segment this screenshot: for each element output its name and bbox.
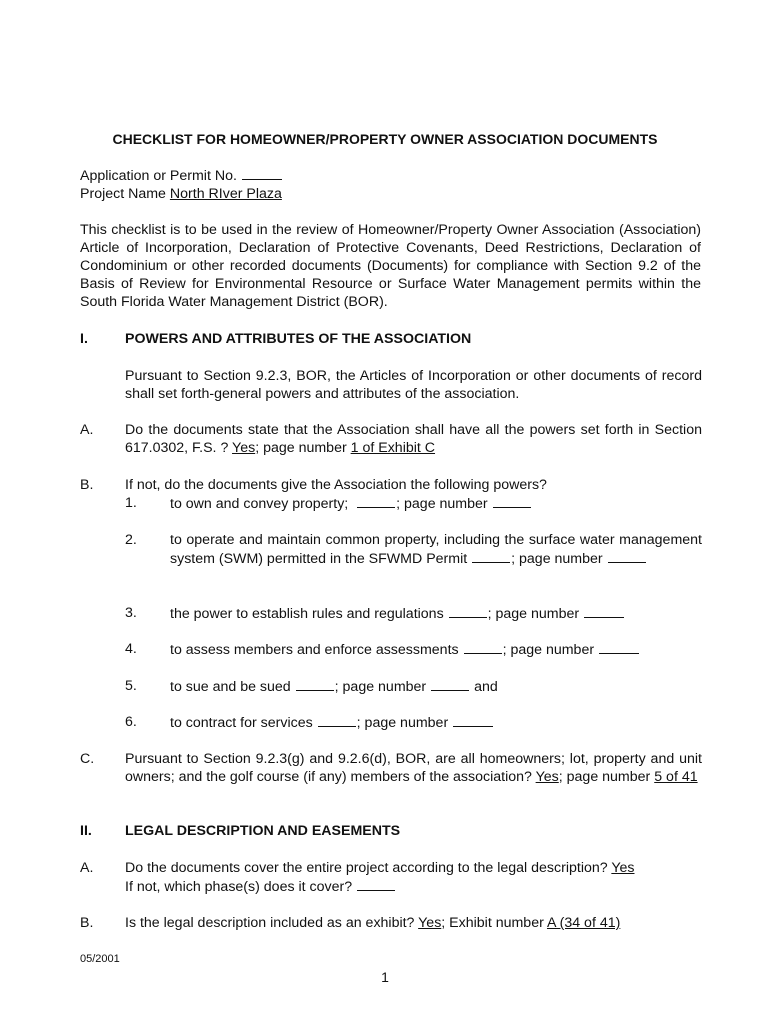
- project-label: Project Name: [80, 186, 166, 202]
- item-2a-phase-blank[interactable]: [357, 877, 395, 891]
- project-name-value: North RIver Plaza: [169, 186, 282, 202]
- power-4-label: to assess members and enforce assessments: [170, 642, 459, 658]
- power-3-text: [170, 604, 702, 623]
- item-2b-text: [125, 914, 702, 932]
- power-3-answer-blank[interactable]: [449, 604, 487, 618]
- section-2-number: II.: [80, 823, 92, 839]
- item-1a-text: [125, 421, 702, 457]
- power-1-page-blank[interactable]: [493, 494, 531, 508]
- power-6-page-blank[interactable]: [453, 713, 493, 727]
- power-4-text: [170, 640, 702, 659]
- item-1b-letter: B.: [80, 477, 94, 493]
- project-line: [80, 185, 282, 203]
- power-5-trail: and: [474, 679, 498, 695]
- item-1c-text: [125, 750, 702, 786]
- power-2-number: 2.: [125, 532, 137, 548]
- application-label: Application or Permit No.: [80, 168, 237, 184]
- item-2b-exhibit-value: A (34 of 41): [546, 915, 621, 931]
- item-1a-question: Do the documents state that the Association shall have all the powers set forth in Section 617.0302, F.S. ?: [125, 422, 702, 456]
- power-5-number: 5.: [125, 678, 137, 694]
- power-2-text: [170, 531, 702, 568]
- power-4-page-blank[interactable]: [599, 640, 639, 654]
- power-3-number: 3.: [125, 605, 137, 621]
- power-1-page-label: ; page number: [396, 496, 488, 512]
- power-6-page-label: ; page number: [356, 715, 449, 731]
- page-number: 1: [381, 969, 389, 985]
- power-5-label: to sue and be sued: [170, 679, 291, 695]
- item-2b-answer: Yes: [418, 915, 442, 931]
- power-4-answer-blank[interactable]: [464, 640, 502, 654]
- power-2-label: to operate and maintain common property, including the surface water management system (SWM) permitted in the SFWMD Permit: [170, 532, 702, 567]
- item-2a-line-1: [125, 859, 702, 877]
- power-4-number: 4.: [125, 641, 137, 657]
- section-1-paragraph: Pursuant to Section 9.2.3, BOR, the Articles of Incorporation or other documents of record shall set forth-general powers and attributes of the association.: [125, 368, 702, 402]
- power-2-page-blank[interactable]: [608, 549, 646, 563]
- power-5-answer-blank[interactable]: [296, 677, 334, 691]
- power-3-page-blank[interactable]: [584, 604, 624, 618]
- application-line: [80, 166, 283, 185]
- item-2a-followup: If not, which phase(s) does it cover?: [125, 879, 353, 895]
- item-2b-exhibit-label: ; Exhibit number: [441, 915, 544, 931]
- section-2-heading: LEGAL DESCRIPTION AND EASEMENTS: [125, 823, 401, 839]
- power-6-label: to contract for services: [170, 715, 313, 731]
- section-1-heading: POWERS AND ATTRIBUTES OF THE ASSOCIATION: [125, 331, 472, 347]
- item-2a-line-2: [125, 877, 702, 896]
- item-1a-letter: A.: [80, 422, 94, 438]
- power-1-label: to own and convey property;: [170, 496, 349, 512]
- power-6-number: 6.: [125, 714, 137, 730]
- item-1a-page-label: ; page number: [255, 440, 347, 456]
- item-1a-answer: Yes: [232, 440, 256, 456]
- power-6-answer-blank[interactable]: [318, 713, 356, 727]
- item-2a-answer: Yes: [611, 860, 635, 876]
- revision-date: 05/2001: [80, 953, 120, 965]
- item-1a-page-value: 1 of Exhibit C: [350, 440, 436, 456]
- power-6-text: [170, 713, 702, 732]
- document-title: CHECKLIST FOR HOMEOWNER/PROPERTY OWNER ASSOCIATION DOCUMENTS: [112, 131, 658, 147]
- item-1c-answer: Yes: [535, 769, 559, 785]
- intro-paragraph: This checklist is to be used in the review of Homeowner/Property Owner Association (Association) Article of Incorporation, Declaration of Protective Covenants, Deed Restrictions, Declaration of Condominium or other recorded documents (Documents) for compliance with Section 9.2 of the Basis of Review for Environmental Resource or Surface Water Management permits within the South Florida Water Management District (BOR).: [80, 222, 701, 310]
- item-1b-text: If not, do the documents give the Association the following powers?: [125, 477, 547, 493]
- item-2b-letter: B.: [80, 915, 94, 931]
- power-3-label: the power to establish rules and regulations: [170, 606, 444, 622]
- power-1-text: [170, 494, 702, 513]
- power-1-number: 1.: [125, 495, 137, 511]
- power-2-page-label: ; page number: [511, 551, 603, 567]
- item-1c-question: Pursuant to Section 9.2.3(g) and 9.2.6(d), BOR, are all homeowners; lot, property and unit owners; and the golf course (if any) members of the association?: [125, 751, 702, 785]
- power-1-answer-blank[interactable]: [357, 494, 395, 508]
- item-2a-text: [125, 859, 702, 896]
- item-2b-question: Is the legal description included as an exhibit?: [125, 915, 415, 931]
- power-5-page-blank[interactable]: [431, 677, 469, 691]
- item-2a-letter: A.: [80, 860, 94, 876]
- power-4-page-label: ; page number: [502, 642, 595, 658]
- application-number-blank[interactable]: [242, 166, 282, 180]
- power-5-text: [170, 677, 702, 696]
- item-2a-question: Do the documents cover the entire project according to the legal description?: [125, 860, 608, 876]
- power-3-page-label: ; page number: [487, 606, 580, 622]
- item-1c-page-label: ; page number: [558, 769, 651, 785]
- item-1c-letter: C.: [80, 751, 95, 767]
- section-1-number: I.: [80, 331, 88, 347]
- power-5-page-label: ; page number: [334, 679, 427, 695]
- power-2-answer-blank[interactable]: [472, 549, 510, 563]
- item-1c-page-value: 5 of 41: [654, 769, 698, 785]
